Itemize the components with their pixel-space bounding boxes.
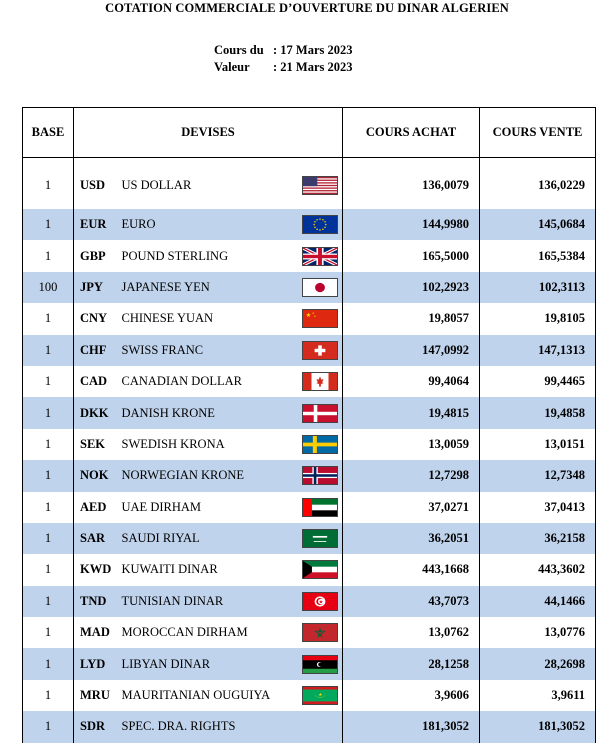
- column-header-devises: DEVISES: [74, 108, 343, 158]
- flag-cell: [298, 492, 343, 523]
- base-cell: 1: [23, 158, 74, 210]
- sell-rate: 36,2158: [480, 523, 596, 554]
- table-row: [23, 523, 596, 554]
- currency-code: SAR: [74, 523, 122, 554]
- valeur-label: Valeur: [214, 60, 250, 74]
- buy-rate: 19,4815: [343, 397, 480, 428]
- table-row: [23, 680, 596, 711]
- currency-code: MRU: [80, 688, 110, 703]
- sell-rate: 19,4858: [480, 397, 596, 428]
- flag-cell: [298, 460, 343, 491]
- canada-flag-icon: [302, 372, 338, 391]
- base-cell: 1: [23, 617, 74, 648]
- base-cell: 1: [23, 397, 74, 428]
- flag-cell: [298, 158, 343, 210]
- sell-rate: 136,0229: [480, 158, 596, 210]
- buy-rate: 36,2051: [343, 523, 480, 554]
- sell-rate: 12,7348: [480, 460, 596, 491]
- table-row: [23, 209, 596, 240]
- kuwait-flag-icon: [302, 560, 338, 579]
- base-cell: 1: [23, 366, 74, 397]
- table-row: [23, 711, 596, 742]
- currency-code: JPY: [74, 272, 122, 303]
- libya-flag-icon: [302, 655, 338, 674]
- sweden-flag-icon: [302, 435, 338, 454]
- table-row: [23, 272, 596, 303]
- currency-name: SPEC. DRA. RIGHTS: [122, 711, 298, 742]
- buy-rate: 28,1258: [343, 648, 480, 679]
- buy-rate: 13,0059: [343, 429, 480, 460]
- currency-name: SAUDI RIYAL: [122, 523, 298, 554]
- currency-name: TUNISIAN DINAR: [122, 586, 298, 617]
- currency-code: DKK: [74, 397, 122, 428]
- sell-rate: 165,5384: [480, 240, 596, 271]
- flag-cell: [298, 554, 343, 585]
- sell-rate: 147,1313: [480, 335, 596, 366]
- currency-code: SDR: [74, 711, 122, 742]
- table-row: [23, 492, 596, 523]
- buy-rate: 144,9980: [343, 209, 480, 240]
- currency-name: MAURITANIAN OUGUIYA: [121, 688, 271, 703]
- flag-cell: [298, 209, 343, 240]
- currency-name: UAE DIRHAM: [121, 499, 202, 514]
- flag-cell: [298, 397, 343, 428]
- base-cell: 1: [23, 711, 74, 742]
- flag-cell: [298, 335, 343, 366]
- currency-code: EUR: [74, 209, 122, 240]
- svg-text:★: ★: [317, 692, 322, 697]
- table-row: [23, 617, 596, 648]
- flag-cell: [298, 617, 343, 648]
- flag-cell: [298, 429, 343, 460]
- cours-value: : 17 Mars 2023: [273, 43, 353, 57]
- mauritania-flag-icon: [302, 686, 338, 705]
- sell-rate: 28,2698: [480, 648, 596, 679]
- sell-rate: 443,3602: [480, 554, 596, 585]
- currency-name: SWISS FRANC: [122, 335, 298, 366]
- buy-rate: 13,0762: [343, 617, 480, 648]
- currency-name: NORWEGIAN KRONE: [122, 460, 298, 491]
- base-cell: 1: [23, 240, 74, 271]
- table-row: [23, 335, 596, 366]
- sell-rate: 37,0413: [480, 492, 596, 523]
- denmark-flag-icon: [302, 404, 338, 423]
- currency-code: CAD: [80, 374, 108, 389]
- flag-cell: [298, 303, 343, 334]
- column-header-achat: COURS ACHAT: [343, 108, 480, 158]
- tunisia-flag-icon: [302, 592, 338, 611]
- buy-rate: 181,3052: [343, 711, 480, 742]
- buy-rate: 43,7073: [343, 586, 480, 617]
- base-cell: 1: [23, 209, 74, 240]
- svg-text:★: ★: [313, 315, 316, 319]
- base-cell: 1: [23, 648, 74, 679]
- base-cell: 1: [23, 492, 74, 523]
- page-title: COTATION COMMERCIALE D’OUVERTURE DU DINAR ALGERIEN: [105, 1, 509, 15]
- eu-flag-icon: [302, 215, 338, 234]
- currency-name: JAPANESE YEN: [122, 272, 298, 303]
- flag-cell: [298, 711, 343, 742]
- date-block: [214, 42, 353, 76]
- flag-cell: [298, 680, 343, 711]
- sell-rate: 13,0776: [480, 617, 596, 648]
- base-cell: 1: [23, 303, 74, 334]
- svg-text:★: ★: [318, 599, 324, 606]
- currency-name: MOROCCAN DIRHAM: [121, 625, 248, 640]
- base-cell: 1: [23, 554, 74, 585]
- flag-cell: [298, 586, 343, 617]
- currency-code: AED: [80, 499, 107, 514]
- buy-rate: 136,0079: [343, 158, 480, 210]
- table-row: [23, 240, 596, 271]
- buy-rate: 19,8057: [343, 303, 480, 334]
- currency-name: POUND STERLING: [121, 248, 229, 263]
- column-header-base: BASE: [23, 108, 74, 158]
- saudi-flag-icon: [302, 529, 338, 548]
- buy-rate: 12,7298: [343, 460, 480, 491]
- table-row: [23, 158, 596, 210]
- cours-label: Cours du: [214, 43, 264, 57]
- currency-name: EURO: [122, 209, 298, 240]
- base-cell: 1: [23, 680, 74, 711]
- svg-text:★: ★: [311, 312, 315, 316]
- flag-cell: [298, 523, 343, 554]
- buy-rate: 165,5000: [343, 240, 480, 271]
- japan-flag-icon: [302, 278, 338, 297]
- flag-cell: [298, 648, 343, 679]
- currency-name: US DOLLAR: [121, 178, 192, 192]
- buy-rate: 147,0992: [343, 335, 480, 366]
- currency-name: KUWAITI DINAR: [121, 562, 218, 577]
- base-cell: 100: [23, 272, 74, 303]
- table-header-row: [23, 108, 596, 158]
- table-row: [23, 648, 596, 679]
- currency-name: CANADIAN DOLLAR: [121, 374, 242, 389]
- base-cell: 1: [23, 335, 74, 366]
- flag-cell: [298, 366, 343, 397]
- buy-rate: 37,0271: [343, 492, 480, 523]
- table-row: [23, 586, 596, 617]
- china-flag-icon: [302, 309, 338, 328]
- base-cell: 1: [23, 523, 74, 554]
- sell-rate: 145,0684: [480, 209, 596, 240]
- uk-flag-icon: [302, 247, 338, 266]
- currency-name: LIBYAN DINAR: [122, 648, 298, 679]
- base-cell: 1: [23, 429, 74, 460]
- sell-rate: 44,1466: [480, 586, 596, 617]
- buy-rate: 3,9606: [343, 680, 480, 711]
- swiss-flag-icon: [302, 341, 338, 360]
- table-row: [23, 397, 596, 428]
- sell-rate: 99,4465: [480, 366, 596, 397]
- table-row: [23, 303, 596, 334]
- currency-code: TND: [74, 586, 122, 617]
- table-row: [23, 554, 596, 585]
- currency-name: CHINESE YUAN: [121, 311, 214, 326]
- base-cell: 1: [23, 460, 74, 491]
- base-cell: 1: [23, 586, 74, 617]
- us-flag-icon: [302, 176, 338, 195]
- currency-name: SWEDISH KRONA: [121, 436, 225, 451]
- flag-cell: [298, 240, 343, 271]
- table-row: [23, 429, 596, 460]
- currency-code: KWD: [80, 562, 112, 577]
- sell-rate: 19,8105: [480, 303, 596, 334]
- table-row: [23, 460, 596, 491]
- sell-rate: 3,9611: [480, 680, 596, 711]
- buy-rate: 443,1668: [343, 554, 480, 585]
- buy-rate: 102,2923: [343, 272, 480, 303]
- sell-rate: 181,3052: [480, 711, 596, 742]
- buy-rate: 99,4064: [343, 366, 480, 397]
- sell-rate: 13,0151: [480, 429, 596, 460]
- currency-code: GBP: [80, 248, 106, 263]
- currency-code: MAD: [80, 625, 110, 640]
- valeur-value: : 21 Mars 2023: [273, 60, 353, 74]
- rates-table: [22, 107, 596, 743]
- morocco-flag-icon: [302, 623, 338, 642]
- flag-cell: [298, 272, 343, 303]
- currency-code: USD: [80, 178, 106, 192]
- currency-code: LYD: [74, 648, 122, 679]
- column-header-vente: COURS VENTE: [480, 108, 596, 158]
- currency-name: DANISH KRONE: [122, 397, 298, 428]
- currency-code: CNY: [80, 311, 108, 326]
- currency-code: SEK: [80, 436, 106, 451]
- table-row: [23, 366, 596, 397]
- currency-code: NOK: [74, 460, 122, 491]
- sell-rate: 102,3113: [480, 272, 596, 303]
- norway-flag-icon: [302, 466, 338, 485]
- uae-flag-icon: [302, 498, 338, 517]
- svg-text:★: ★: [305, 313, 312, 320]
- currency-code: CHF: [74, 335, 122, 366]
